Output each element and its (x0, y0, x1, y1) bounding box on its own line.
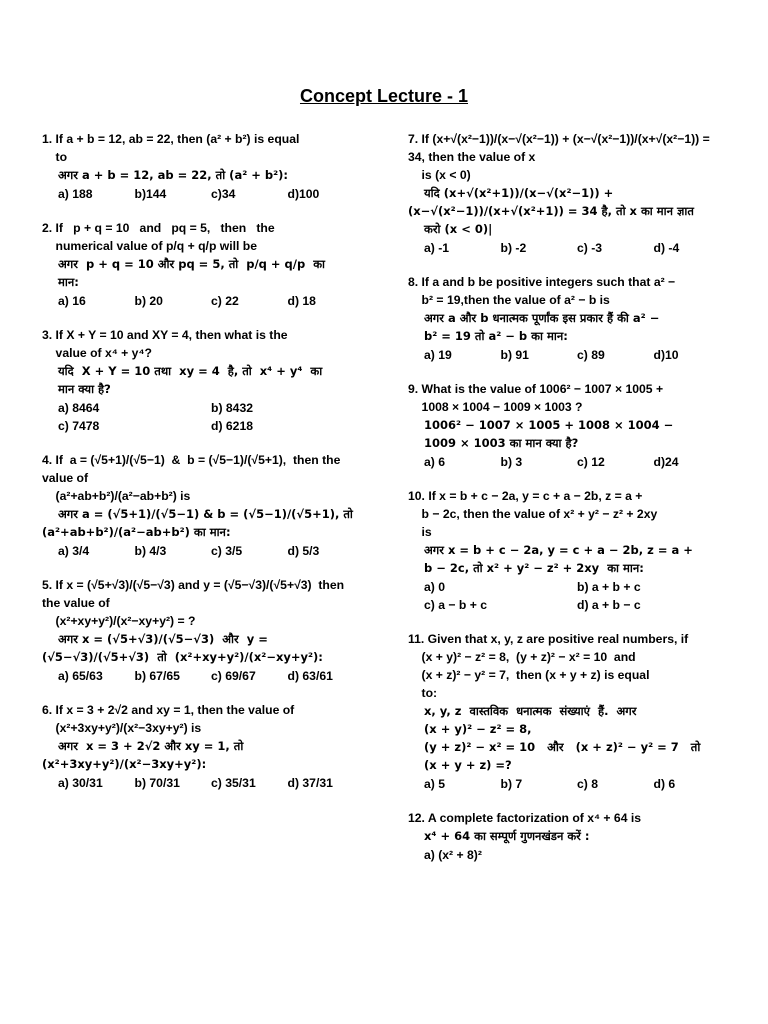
question-text: (x²+3xy+y²)/(x²−3xy+y²) is (42, 721, 202, 735)
question-text-hindi: (x + y)² − z² = 8, (408, 722, 532, 736)
options (408, 578, 730, 614)
question-text-hindi: अगर x = b + c − 2a, y = c + a − 2b, z = a + (408, 543, 693, 557)
question-text-hindi: अगर a और b धनात्मक पूर्णांक इस प्रकार हैं की a² − (408, 311, 660, 325)
question-text: 1. If a + b = 12, ab = 22, then (a² + b²) is equal (42, 132, 300, 146)
question-text-hindi: अगर x = 3 + 2√2 और xy = 1, तो (x²+3xy+y²)/(x²−3xy+y²): (42, 739, 252, 771)
question-text-hindi: अगर x = (√5+√3)/(√5−√3) और y = (√5−√3)/(√5+√3) तो (x²+xy+y²)/(x²−xy+y²): (42, 632, 323, 664)
option: d) a + b − c (577, 598, 641, 612)
option: a) (x² + 8)² (424, 848, 482, 862)
question-text: b − 2c, then the value of x² + y² − z² + 2xy (408, 507, 658, 521)
question-right-5 (408, 630, 730, 793)
question-text-hindi: यदि (x+√(x²+1))/(x−√(x²−1)) + (x−√(x²−1))/(x+√(x²+1)) = 34 है, तो x का मान ज्ञात (408, 186, 694, 218)
option: a) 188 (58, 187, 93, 201)
option: b) 7 (500, 777, 523, 791)
option: a) 0 (424, 580, 446, 594)
option: c) a − b + c (424, 598, 488, 612)
question-text: is (408, 525, 432, 539)
question-text-hindi: 1006² − 1007 × 1005 + 1008 × 1004 − (408, 418, 674, 432)
option: d)10 (653, 348, 679, 362)
spacer (42, 798, 364, 808)
question-text-hindi: यदि X + Y = 10 तथा xy = 4 है, तो x⁴ + y⁴ का (42, 364, 323, 378)
option: b) 20 (134, 294, 163, 308)
options (42, 292, 364, 310)
question-text: value of x⁴ + y⁴? (42, 346, 152, 360)
option: b) 4/3 (134, 544, 167, 558)
option: c) -3 (577, 241, 603, 255)
options (408, 846, 730, 864)
question-text: (x + z)² − y² = 7, then (x + y + z) is equal (408, 668, 650, 682)
question-text: 10. If x = b + c − 2a, y = c + a − 2b, z = a + (408, 489, 643, 503)
option: d) 18 (287, 294, 316, 308)
option: a) 19 (424, 348, 452, 362)
spacer (42, 566, 364, 576)
question-text-hindi: b − 2c, तो x² + y² − z² + 2xy का मान: (408, 561, 644, 575)
option: b) 3 (500, 455, 523, 469)
option: b) 91 (500, 348, 529, 362)
option: d) 6 (653, 777, 676, 791)
option: c) 89 (577, 348, 605, 362)
question-text: 11. Given that x, y, z are positive real numbers, if (408, 632, 689, 646)
right-column (408, 130, 730, 880)
question-text-hindi: b² = 19 तो a² − b का मान: (408, 329, 568, 343)
question-text: (x + y)² − z² = 8, (y + z)² − x² = 10 and (408, 650, 636, 664)
question-text: numerical value of p/q + q/p will be (42, 239, 258, 253)
option: c) 22 (211, 294, 239, 308)
question-text: 3. If X + Y = 10 and XY = 4, then what is the (42, 328, 288, 342)
question-text: 12. A complete factorization of x⁴ + 64 is (408, 811, 642, 825)
spacer (408, 477, 730, 487)
question-text: 9. What is the value of 1006² − 1007 × 1005 + (408, 382, 664, 396)
question-text: (x²+xy+y²)/(x²−xy+y²) = ? (42, 614, 196, 628)
option: b) a + b + c (577, 580, 641, 594)
spacer (42, 441, 364, 451)
question-text: 5. If x = (√5+√3)/(√5−√3) and y = (√5−√3)/(√5+√3) then the value of (42, 578, 348, 610)
option: a) 30/31 (58, 776, 103, 790)
question-text-hindi: x⁴ + 64 का सम्पूर्ण गुणनखंडन करें : (408, 829, 590, 843)
option: c) 69/67 (211, 669, 256, 683)
options (42, 667, 364, 685)
question-text: 8. If a and b be positive integers such that a² − (408, 275, 676, 289)
question-text: 4. If a = (√5+1)/(√5−1) & b = (√5−1)/(√5+1), then the value of (42, 453, 344, 485)
question-text: 2. If p + q = 10 and pq = 5, then the (42, 221, 275, 235)
left-column (42, 130, 364, 808)
options (408, 453, 730, 471)
options (408, 239, 730, 257)
spacer (408, 370, 730, 380)
question-text-hindi: करो (x < 0)| (408, 222, 493, 236)
question-text: (a²+ab+b²)/(a²−ab+b²) is (42, 489, 191, 503)
question-text: 6. If x = 3 + 2√2 and xy = 1, then the value of (42, 703, 295, 717)
spacer (42, 209, 364, 219)
question-text-hindi: अगर p + q = 10 और pq = 5, तो p/q + q/p का (42, 257, 326, 271)
options (42, 185, 364, 203)
question-text-hindi: x, y, z वास्तविक धनात्मक संख्याएं हैं. अगर (408, 704, 637, 718)
question-text-hindi: मान: (42, 275, 79, 289)
spacer (408, 870, 730, 880)
option: a) 65/63 (58, 669, 103, 683)
option: d) -4 (653, 241, 680, 255)
option: a) -1 (424, 241, 450, 255)
spacer (42, 316, 364, 326)
question-left-4 (42, 451, 364, 560)
question-text-hindi: (x + y + z) =? (408, 758, 512, 772)
option: b) 67/65 (134, 669, 180, 683)
question-right-6 (408, 809, 730, 864)
question-right-3 (408, 380, 730, 471)
options (42, 774, 364, 792)
options (408, 346, 730, 364)
spacer (408, 620, 730, 630)
option: a) 5 (424, 777, 446, 791)
spacer (42, 691, 364, 701)
option: d) 5/3 (287, 544, 320, 558)
question-left-1 (42, 130, 364, 203)
question-text: to: (408, 686, 438, 700)
option: c)34 (211, 187, 236, 201)
option: d)100 (287, 187, 320, 201)
question-text-hindi: मान क्या है? (42, 382, 111, 396)
question-text: 1008 × 1004 − 1009 × 1003 ? (408, 400, 583, 414)
question-text: is (x < 0) (408, 168, 471, 182)
option: c) 12 (577, 455, 605, 469)
question-left-6 (42, 701, 364, 792)
spacer (408, 799, 730, 809)
option: d)24 (653, 455, 679, 469)
option: d) 6218 (211, 419, 254, 433)
question-text: to (42, 150, 68, 164)
option: b)144 (134, 187, 167, 201)
page-title: Concept Lecture - 1 (299, 86, 469, 106)
options (42, 399, 364, 435)
option: a) 3/4 (58, 544, 90, 558)
question-text-hindi: अगर a = (√5+1)/(√5−1) & b = (√5−1)/(√5+1), तो (a²+ab+b²)/(a²−ab+b²) का मान: (42, 507, 357, 539)
question-text-hindi: 1009 × 1003 का मान क्या है? (408, 436, 579, 450)
question-right-4 (408, 487, 730, 614)
option: b) 70/31 (134, 776, 180, 790)
option: c) 3/5 (211, 544, 243, 558)
question-text-hindi: अगर a + b = 12, ab = 22, तो (a² + b²): (42, 168, 289, 182)
options (42, 542, 364, 560)
option: c) 7478 (58, 419, 100, 433)
question-right-1 (408, 130, 730, 257)
option: c) 35/31 (211, 776, 256, 790)
option: a) 16 (58, 294, 86, 308)
question-right-2 (408, 273, 730, 364)
option: d) 37/31 (287, 776, 333, 790)
option: a) 6 (424, 455, 446, 469)
spacer (408, 263, 730, 273)
question-left-3 (42, 326, 364, 435)
option: a) 8464 (58, 401, 100, 415)
option: d) 63/61 (287, 669, 333, 683)
option: b) 8432 (211, 401, 254, 415)
question-left-5 (42, 576, 364, 685)
question-left-2 (42, 219, 364, 310)
option: c) 8 (577, 777, 599, 791)
question-text: 7. If (x+√(x²−1))/(x−√(x²−1)) + (x−√(x²−1))/(x+√(x²−1)) = 34, then the value of x (408, 132, 714, 164)
options (408, 775, 730, 793)
question-text: b² = 19,then the value of a² − b is (408, 293, 610, 307)
option: b) -2 (500, 241, 527, 255)
question-text-hindi: (y + z)² − x² = 10 और (x + z)² − y² = 7 तो (408, 740, 701, 754)
